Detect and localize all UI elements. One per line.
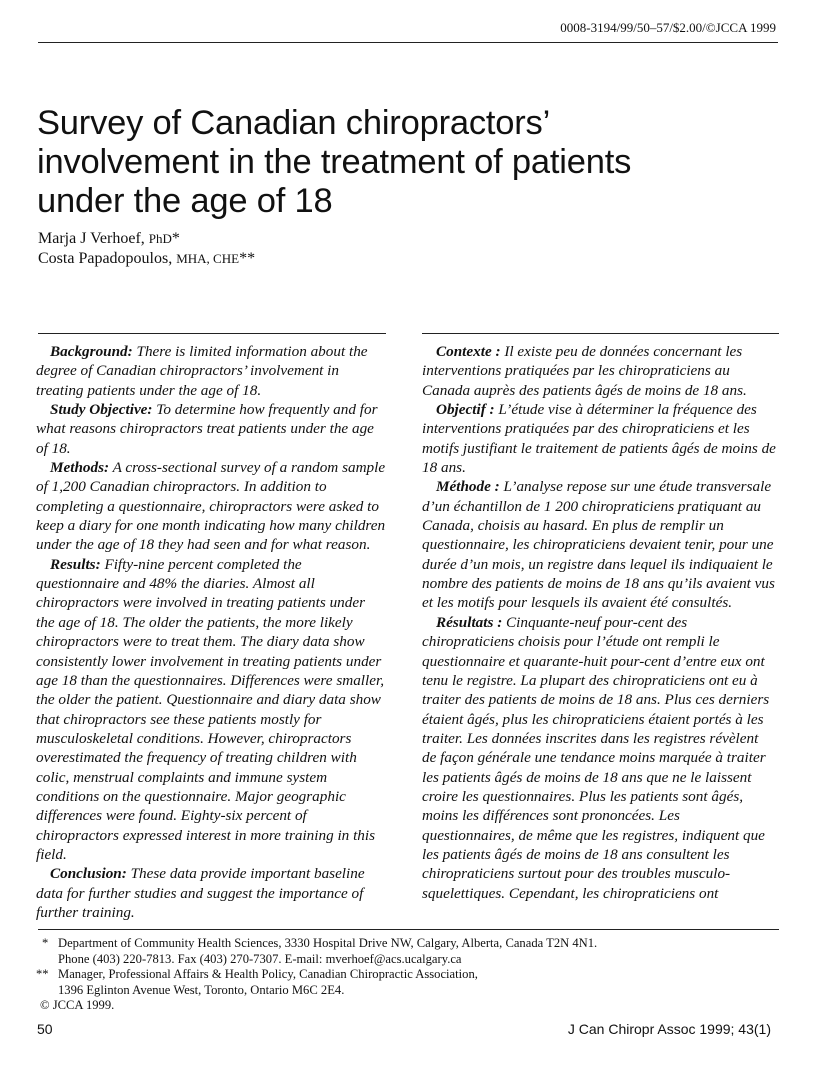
title-line-1: Survey of Canadian chiropractors’ <box>37 104 551 142</box>
journal-citation: J Can Chiropr Assoc 1999; 43(1) <box>567 1021 771 1037</box>
footnote-2-address: 1396 Eglinton Avenue West, Toronto, Ontario M6C 2E4. <box>58 982 345 997</box>
abstract-paragraph: Study Objective: To determine how frequently and for what reasons chiropractors treat patients under the age of 18. <box>36 401 378 457</box>
footnotes <box>36 936 758 1014</box>
abstract-paragraph: Méthode : L’analyse repose sur une étude transversale d’un échantillon de 1 200 chiropraticiens pratiquant au Canada, choisis au hasard. En plus de remplir un questionnaire, les chiropraticiens devaient tenir, pour une durée d’un mois, un registre dans lequel ils indiquaient le nombre des patients de moins de 18 ans qu’ils avaient vus et les motifs pour lesquels ils avaient été consultés. <box>422 478 775 612</box>
author-list <box>38 229 255 269</box>
abstract-english <box>36 342 387 922</box>
right-column-rule <box>422 333 779 334</box>
footnote-2: ** Manager, Professional Affairs & Health Policy, Canadian Chiropractic Association, <box>36 967 478 982</box>
footnote-1: * Department of Community Health Sciences, 3330 Hospital Drive NW, Calgary, Alberta, Canada T2N 4N1. <box>36 936 758 952</box>
abstract-paragraph: Methods: A cross-sectional survey of a random sample of 1,200 Canadian chiropractors. In addition to completing a questionnaire, chiropractors were asked to keep a diary for one month indicating how many children under the age of 18 they had seen and for what reason. <box>36 459 386 554</box>
left-column-rule <box>38 333 386 334</box>
page-number: 50 <box>37 1021 53 1037</box>
footnote-rule <box>38 929 779 930</box>
abstract-paragraph: Contexte : Il existe peu de données concernant les interventions pratiquées par les chiropraticiens au Canada auprès des patients âgés de moins de 18 ans. <box>422 343 747 399</box>
author-2: Costa Papadopoulos, MHA, CHE** <box>38 250 256 267</box>
abstract-french <box>422 342 776 903</box>
abstract-paragraph: Conclusion: These data provide important baseline data for further studies and suggest the importance of further training. <box>36 865 365 921</box>
abstract-paragraph: Background: There is limited information about the degree of Canadian chiropractors’ involvement in treating patients under the age of 18. <box>36 343 368 399</box>
footnote-1-contact: Phone (403) 220-7813. Fax (403) 270-7307. E-mail: mverhoef@acs.ucalgary.ca <box>58 951 462 966</box>
author-1: Marja J Verhoef, PhD* <box>38 230 180 247</box>
abstract-paragraph: Objectif : L’étude vise à déterminer la fréquence des interventions pratiquées par des chiropraticiens et les motifs justifiant le traitement de patients âgés de moins de 18 ans. <box>422 401 776 477</box>
abstract-paragraph: Results: Fifty-nine percent completed the questionnaire and 48% the diaries. Almost all chiropractors were involved in treating patients under the age of 18. The older the patients, the more likely chiropractors were to treat them. The diary data show consistently lower involvement in treating patients under age 18 than the questionnaires. Differences were smaller, the older the patient. Questionnaire and diary data show that chiropractors see these patients mostly for musculoskeletal conditions. However, chiropractors overestimated the frequency of treating children with colic, menstrual complaints and immune system conditions on the questionnaire. Major geographic differences were found. Eighty-six percent of chiropractors expressed interest in more training in this field. <box>36 555 384 863</box>
article-code: 0008-3194/99/50–57/$2.00/©JCCA 1999 <box>560 20 776 35</box>
article-title <box>37 104 777 221</box>
copyright: © JCCA 1999. <box>40 998 115 1013</box>
footnote-marker: ** <box>36 967 49 982</box>
title-line-3: under the age of 18 <box>37 182 333 220</box>
top-rule <box>38 42 778 43</box>
title-line-2: involvement in the treatment of patients <box>37 143 632 181</box>
abstract-paragraph: Résultats : Cinquante-neuf pour-cent des chiropraticiens choisis pour l’étude ont rempli le questionnaire et quarante-huit pour-cent d’entre eux ont tenu le registre. La plupart des chiropraticiens ont eu à traiter des patients de moins de 18 ans. Plus ces derniers étaient âgés, plus les chiropraticiens étaient portés à les traiter. Les données inscrites dans les registres révèlent de façon générale une tendance moins marquée à traiter les patients âgés de moins de 18 ans que ne le laissent croire les questionnaires. Plus les patients sont âgés, moins les différences sont prononcées. Les questionnaires, de même que les registres, indiquent que les patients âgés de moins de 18 ans consultent les chiropraticiens surtout pour des troubles musculo-squelettiques. Cependant, les chiropraticiens ont <box>422 613 770 902</box>
footnote-marker: * <box>42 936 49 950</box>
